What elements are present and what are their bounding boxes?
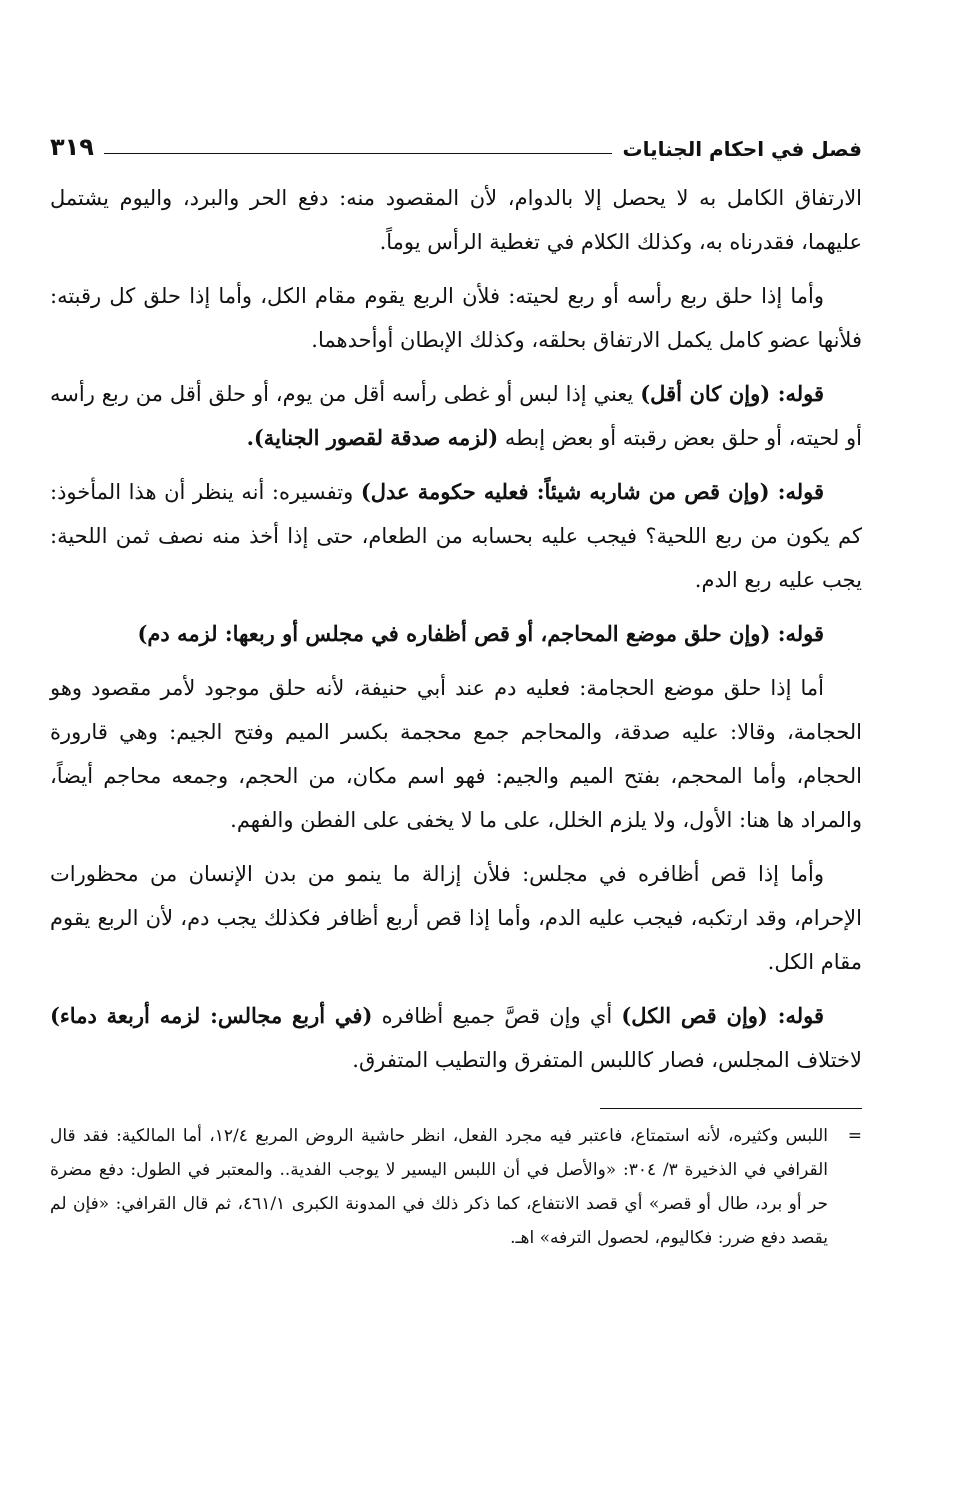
commentary-text: وتفسيره: أنه ينظر أن هذا المأخوذ: كم يكون من ربع اللحية؟ فيجب عليه بحسابه من الطعام، حتى إذا أخذ منه نصف ثمن اللحية: يجب عليه ربع الدم.	[50, 480, 862, 592]
quote-lead: قوله: (وإن قص من شاربه شيئاً: فعليه حكومة عدل)	[360, 479, 824, 504]
main-text	[50, 176, 862, 1082]
commentary-tail: لاختلاف المجلس، فصار كاللبس المتفرق والتطيب المتفرق.	[352, 1048, 862, 1072]
footnote	[50, 1119, 862, 1255]
footnote-continuation-marker: =	[847, 1126, 862, 1146]
paragraph-8	[50, 994, 862, 1082]
quote-lead: قوله: (وإن كان أقل)	[640, 381, 825, 406]
quote-bold: (في أربع مجالس: لزمه أربعة دماء)	[50, 1003, 373, 1028]
paragraph-1: الارتفاق الكامل به لا يحصل إلا بالدوام، لأن المقصود منه: دفع الحر والبرد، واليوم يشتمل عليهما، فقدرناه به، وكذلك الكلام في تغطية الرأس يوماً.	[50, 186, 862, 254]
quote-lead: قوله: (وإن قص الكل)	[621, 1003, 825, 1028]
commentary-text: أي وإن قصَّ جميع أظافره	[372, 1004, 622, 1028]
paragraph-6: أما إذا حلق موضع الحجامة: فعليه دم عند أبي حنيفة، لأنه حلق موجود لأمر مقصود وهو الحجامة، وقالا: عليه صدقة، والمحاجم جمع محجمة بكسر الميم وفتح الجيم: وهي قارورة الحجام، وأما المحجم، بفتح الميم والجيم: فهو اسم مكان، من الحجم، وجمعه محاجم أيضاً، والمراد ها هنا: الأول، ولا يلزم الخلل، على ما لا يخفى على الفطن والفهم.	[50, 676, 863, 832]
paragraph-7: وأما إذا قص أظافره في مجلس: فلأن إزالة ما ينمو من بدن الإنسان من محظورات الإحرام، وقد ارتكبه، فيجب عليه الدم، وأما إذا قص أربع أظافر فكذلك يجب دم، لأن الربع يقوم مقام الكل.	[50, 862, 862, 974]
commentary-text: يعني إذا لبس أو غطى رأسه أقل من يوم، أو حلق أقل من ربع رأسه أو لحيته، أو حلق بعض رقبته أو بعض إبطه	[50, 382, 862, 450]
book-page	[50, 110, 862, 1255]
page-header	[50, 110, 862, 161]
footnote-separator	[600, 1108, 862, 1109]
quote-tail: (لزمه صدقة لقصور الجناية).	[246, 425, 499, 450]
quote-lead: قوله: (وإن حلق موضع المحاجم، أو قص أظفاره في مجلس أو ربعها: لزمه دم)	[137, 621, 824, 646]
paragraph-5	[50, 612, 862, 656]
paragraph-4	[50, 470, 862, 602]
page-number: ٣١٩	[50, 133, 104, 161]
footnote-text: اللبس وكثيره، لأنه استمتاع، فاعتبر فيه مجرد الفعل، انظر حاشية الروض المربع ١٢/٤، أما المالكية: فقد قال القرافي في الذخيرة ٣/ ٣٠٤: «والأصل في أن اللبس اليسير لا يوجب الفدية.. والمعتبر في الطول: دفع مضرة حر أو برد، طال أو قصر» أي قصد الانتفاع، كما ذكر ذلك في المدونة الكبرى ٤٦١/١، ثم قال القرافي: «فإن لم يقصد دفع ضرر: فكاليوم، لحصول الترفه» اهـ.	[50, 1126, 828, 1248]
running-title: فصل في احكام الجنايات	[612, 137, 862, 161]
paragraph-2: وأما إذا حلق ربع رأسه أو ربع لحيته: فلأن الربع يقوم مقام الكل، وأما إذا حلق كل رقبته: فلأنها عضو كامل يكمل الارتفاق بحلقه، وكذلك الإبطان أوأحدهما.	[50, 284, 862, 352]
paragraph-3	[50, 372, 862, 460]
